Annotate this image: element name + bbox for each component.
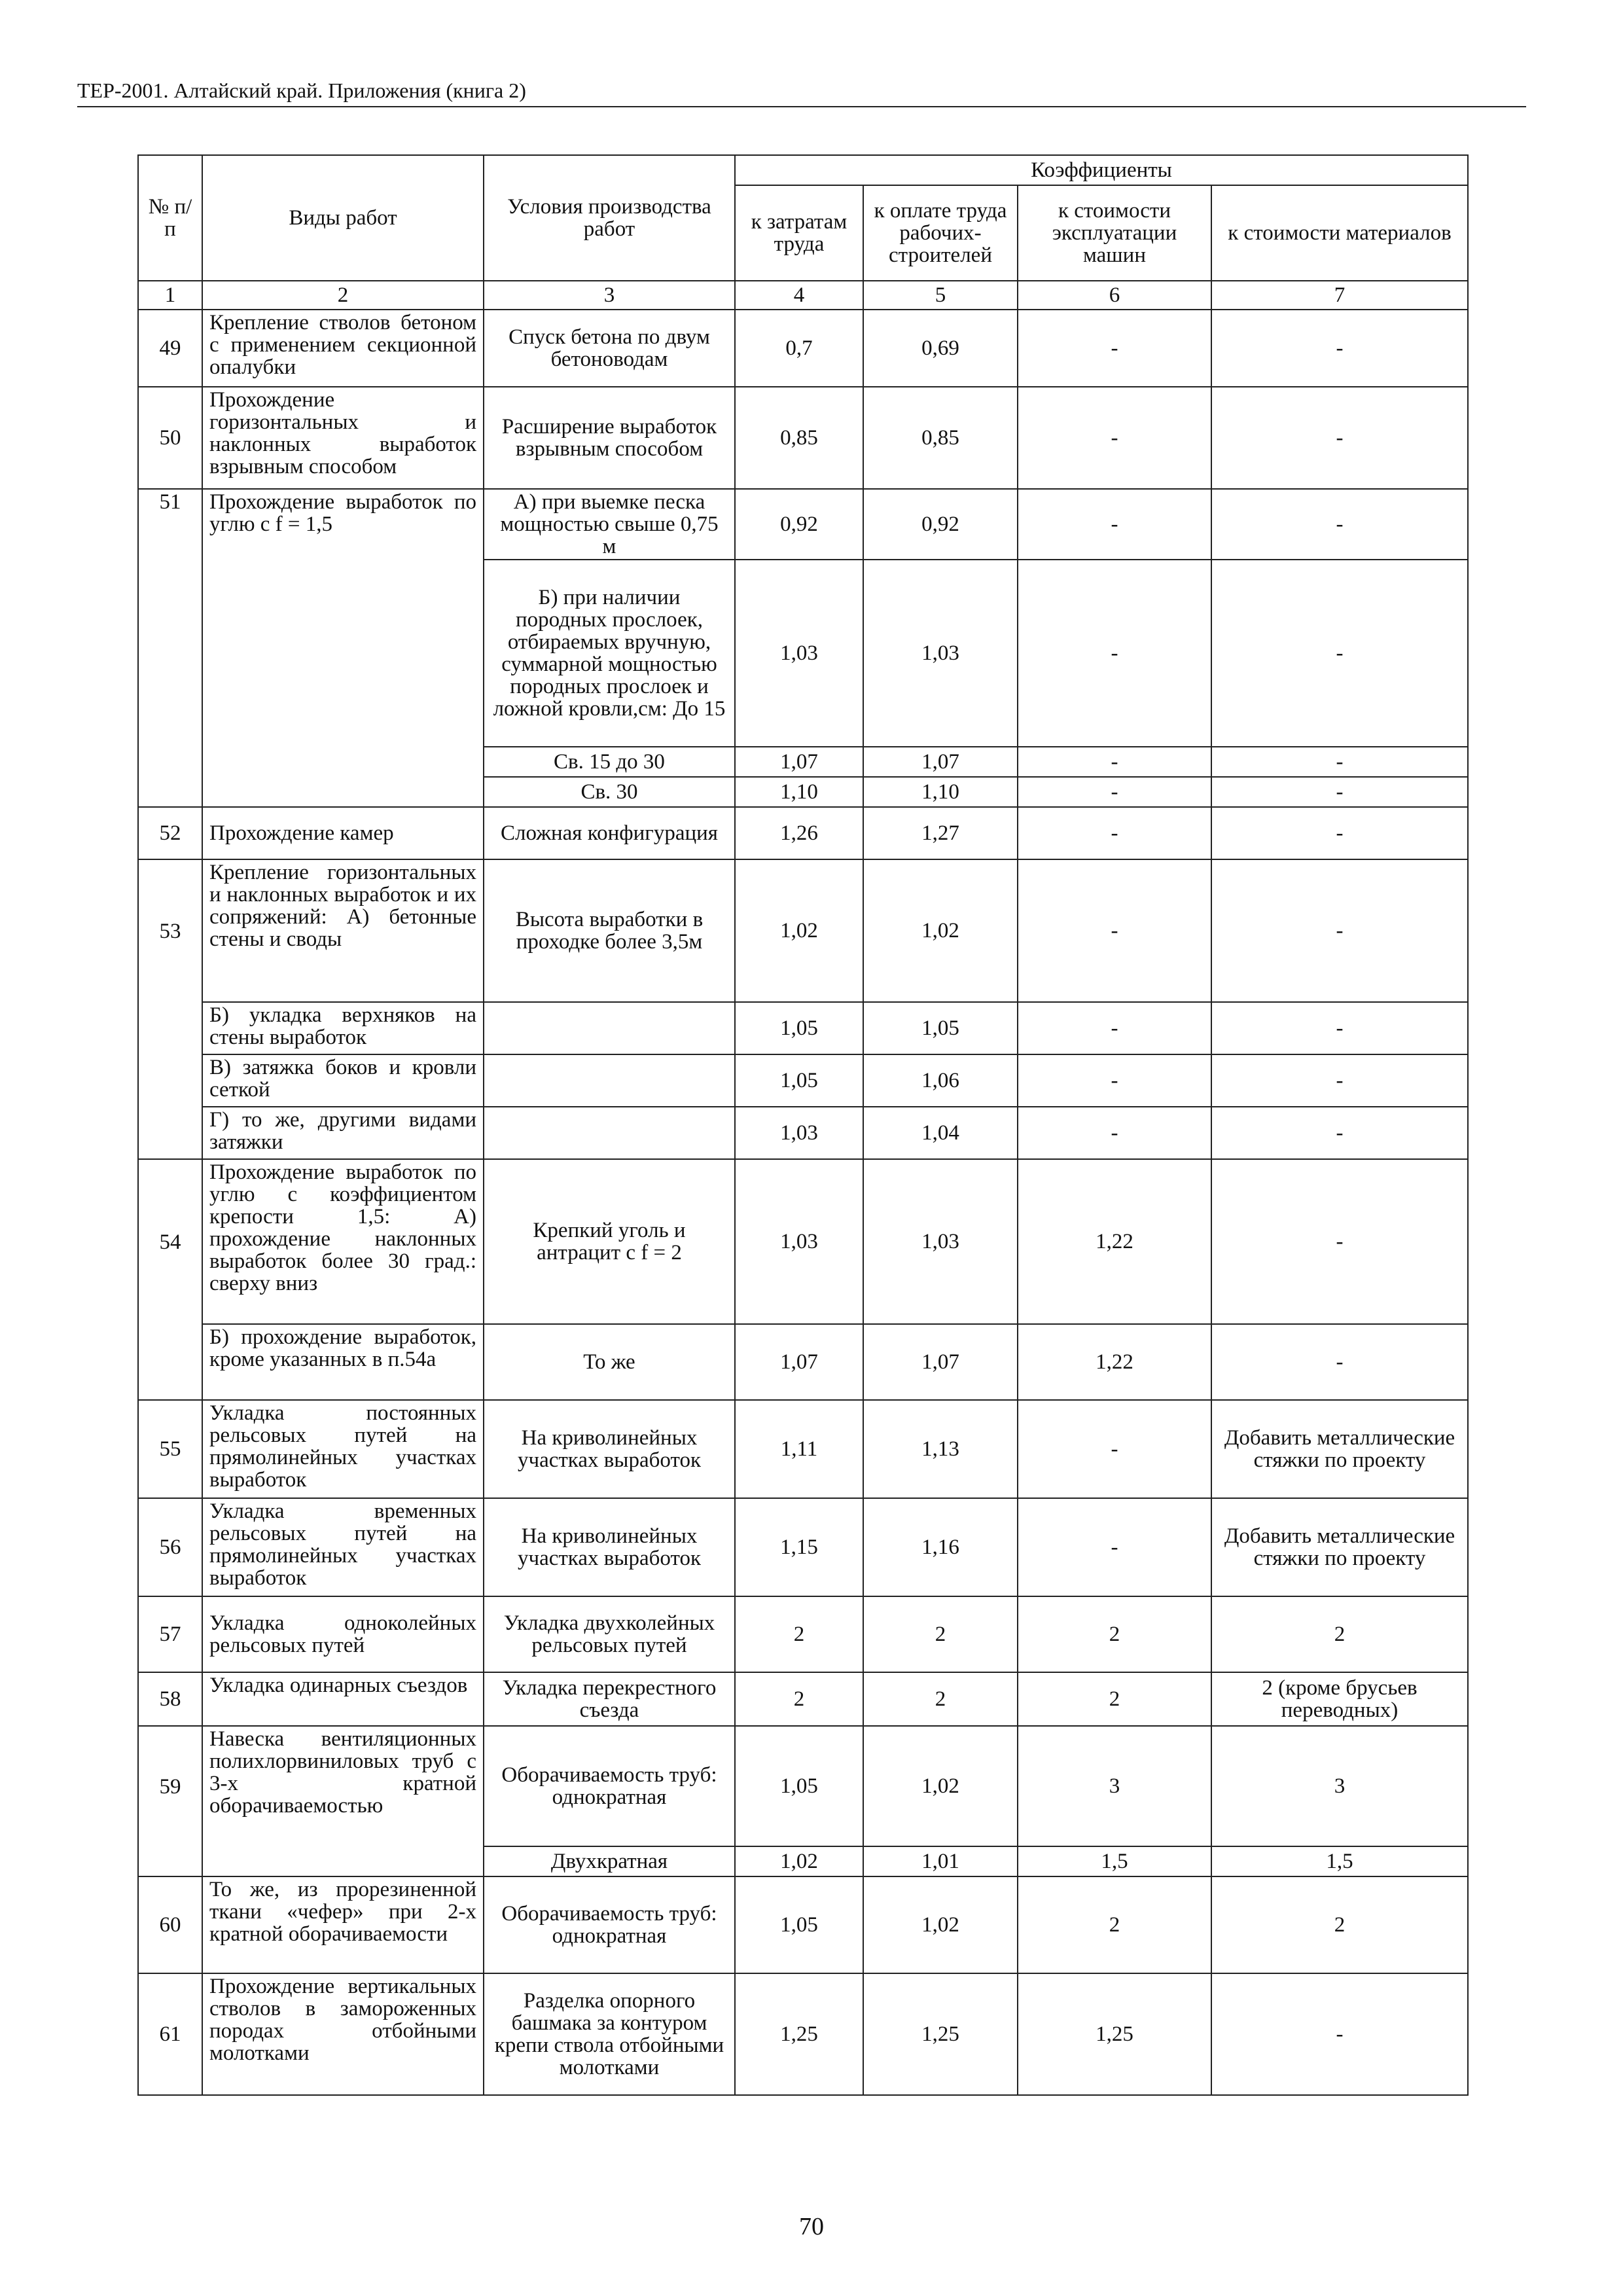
k-labor: 0,7 <box>735 310 863 387</box>
k-wages: 1,07 <box>863 747 1018 777</box>
k-machines: 2 <box>1018 1672 1211 1726</box>
work-conditions: Расширение выработок взрывным способом <box>484 387 735 489</box>
work-conditions <box>484 1054 735 1107</box>
k-materials: - <box>1211 1054 1468 1107</box>
table-row <box>138 1159 1468 1324</box>
k-labor: 0,85 <box>735 387 863 489</box>
k-materials: - <box>1211 1324 1468 1400</box>
k-labor: 1,05 <box>735 1002 863 1054</box>
k-wages: 1,01 <box>863 1846 1018 1876</box>
k-materials: Добавить металлические стяжки по проекту <box>1211 1498 1468 1596</box>
work-type: Укладка одинарных съездов <box>202 1672 484 1726</box>
work-conditions: Разделка опорного башмака за контуром крепи ствола отбойными молотками <box>484 1973 735 2095</box>
column-index: 6 <box>1018 281 1211 310</box>
row-number: 61 <box>138 1973 202 2095</box>
table-row <box>138 777 1468 807</box>
header-k-materials: к стоимости материалов <box>1211 185 1468 281</box>
row-number: 59 <box>138 1726 202 1846</box>
table-row <box>138 1672 1468 1726</box>
work-type: Б) прохождение выработок, кроме указанных в п.54а <box>202 1324 484 1400</box>
k-machines: - <box>1018 387 1211 489</box>
table-row <box>138 310 1468 387</box>
work-type: Укладка одноколейных рельсовых путей <box>202 1596 484 1672</box>
table-row <box>138 1498 1468 1596</box>
column-index: 3 <box>484 281 735 310</box>
k-machines: - <box>1018 310 1211 387</box>
header-k-labor: к затратам труда <box>735 185 863 281</box>
k-materials: - <box>1211 1973 1468 2095</box>
work-type: Прохождение вертикальных стволов в замороженных породах отбойными молотками <box>202 1973 484 2095</box>
row-number: 58 <box>138 1672 202 1726</box>
k-labor: 2 <box>735 1672 863 1726</box>
k-machines: - <box>1018 1054 1211 1107</box>
work-type-empty <box>202 777 484 807</box>
header-coefficients: Коэффициенты <box>735 155 1468 185</box>
table-row <box>138 387 1468 489</box>
k-materials: - <box>1211 1107 1468 1159</box>
k-materials: - <box>1211 387 1468 489</box>
work-conditions: Б) при наличии породных прослоек, отбираемых вручную, суммарной мощностью породных прослоек и ложной кровли,см: До 15 <box>484 560 735 747</box>
k-labor: 1,07 <box>735 1324 863 1400</box>
k-labor: 1,25 <box>735 1973 863 2095</box>
header-work: Виды работ <box>202 155 484 281</box>
row-number: 56 <box>138 1498 202 1596</box>
work-type: Крепление горизонтальных и наклонных выработок и их сопряжений: А) бетонные стены и своды <box>202 859 484 1002</box>
work-type-empty <box>202 1846 484 1876</box>
k-materials: - <box>1211 489 1468 560</box>
k-machines: - <box>1018 1400 1211 1498</box>
k-materials: 3 <box>1211 1726 1468 1846</box>
work-conditions: Укладка перекрестного съезда <box>484 1672 735 1726</box>
k-machines: - <box>1018 1107 1211 1159</box>
k-labor: 2 <box>735 1596 863 1672</box>
k-machines: - <box>1018 777 1211 807</box>
header-k-machines: к стоимости эксплуатации машин <box>1018 185 1211 281</box>
work-conditions: Оборачиваемость труб: однократная <box>484 1876 735 1973</box>
k-machines: - <box>1018 1002 1211 1054</box>
k-wages: 2 <box>863 1596 1018 1672</box>
k-materials: - <box>1211 859 1468 1002</box>
row-number-empty <box>138 1054 202 1107</box>
work-conditions: Сложная конфигурация <box>484 807 735 859</box>
column-index: 4 <box>735 281 863 310</box>
table-row <box>138 1002 1468 1054</box>
k-labor: 0,92 <box>735 489 863 560</box>
k-wages: 1,25 <box>863 1973 1018 2095</box>
k-wages: 0,85 <box>863 387 1018 489</box>
row-number-empty <box>138 1324 202 1400</box>
k-materials: 2 <box>1211 1876 1468 1973</box>
work-conditions: Высота выработки в проходке более 3,5м <box>484 859 735 1002</box>
k-materials: - <box>1211 1002 1468 1054</box>
k-labor: 1,02 <box>735 859 863 1002</box>
k-materials: - <box>1211 1159 1468 1324</box>
k-labor: 1,03 <box>735 1159 863 1324</box>
header-k-wages: к оплате труда рабочих-строителей <box>863 185 1018 281</box>
table-row <box>138 807 1468 859</box>
k-machines: 1,25 <box>1018 1973 1211 2095</box>
k-materials: - <box>1211 310 1468 387</box>
k-materials: 2 (кроме брусьев переводных) <box>1211 1672 1468 1726</box>
column-index: 5 <box>863 281 1018 310</box>
row-number: 53 <box>138 859 202 1002</box>
k-machines: 1,22 <box>1018 1159 1211 1324</box>
k-wages: 1,07 <box>863 1324 1018 1400</box>
k-labor: 1,05 <box>735 1726 863 1846</box>
table-row <box>138 1846 1468 1876</box>
row-number-empty <box>138 560 202 747</box>
table-row <box>138 1973 1468 2095</box>
row-number: 52 <box>138 807 202 859</box>
work-type: То же, из прорезиненной ткани «чефер» при 2-х кратной оборачиваемости <box>202 1876 484 1973</box>
k-materials: - <box>1211 777 1468 807</box>
work-type: В) затяжка боков и кровли сеткой <box>202 1054 484 1107</box>
k-wages: 0,69 <box>863 310 1018 387</box>
work-type: Навеска вентиляционных полихлорвиниловых труб с 3-х кратной оборачиваемостью <box>202 1726 484 1846</box>
row-number: 50 <box>138 387 202 489</box>
row-number-empty <box>138 1107 202 1159</box>
k-machines: 3 <box>1018 1726 1211 1846</box>
work-type: Прохождение горизонтальных и наклонных выработок взрывным способом <box>202 387 484 489</box>
work-conditions: Крепкий уголь и антрацит с f = 2 <box>484 1159 735 1324</box>
k-machines: 2 <box>1018 1596 1211 1672</box>
table-row <box>138 1400 1468 1498</box>
work-conditions: Св. 15 до 30 <box>484 747 735 777</box>
work-type-empty <box>202 560 484 747</box>
work-conditions: На криволинейных участках выработок <box>484 1498 735 1596</box>
coefficients-table <box>137 154 1469 2096</box>
k-wages: 1,10 <box>863 777 1018 807</box>
row-number: 51 <box>138 489 202 560</box>
table-row <box>138 747 1468 777</box>
k-wages: 1,03 <box>863 1159 1018 1324</box>
table-row <box>138 859 1468 1002</box>
table-row <box>138 1726 1468 1846</box>
k-labor: 1,03 <box>735 1107 863 1159</box>
k-machines: - <box>1018 859 1211 1002</box>
k-materials: - <box>1211 560 1468 747</box>
row-number-empty <box>138 777 202 807</box>
k-materials: - <box>1211 747 1468 777</box>
header-conditions: Условия производства работ <box>484 155 735 281</box>
k-labor: 1,15 <box>735 1498 863 1596</box>
row-number: 57 <box>138 1596 202 1672</box>
k-wages: 1,06 <box>863 1054 1018 1107</box>
k-wages: 1,04 <box>863 1107 1018 1159</box>
page-number: 70 <box>799 2213 824 2240</box>
k-machines: - <box>1018 747 1211 777</box>
k-machines: - <box>1018 807 1211 859</box>
work-conditions: Укладка двухколейных рельсовых путей <box>484 1596 735 1672</box>
table-row <box>138 1596 1468 1672</box>
work-conditions: Спуск бетона по двум бетоноводам <box>484 310 735 387</box>
k-labor: 1,05 <box>735 1054 863 1107</box>
k-materials: 1,5 <box>1211 1846 1468 1876</box>
k-wages: 2 <box>863 1672 1018 1726</box>
work-conditions: Двухкратная <box>484 1846 735 1876</box>
k-labor: 1,10 <box>735 777 863 807</box>
k-machines: 1,22 <box>1018 1324 1211 1400</box>
k-materials: 2 <box>1211 1596 1468 1672</box>
k-machines: - <box>1018 489 1211 560</box>
k-labor: 1,26 <box>735 807 863 859</box>
k-wages: 0,92 <box>863 489 1018 560</box>
k-machines: - <box>1018 1498 1211 1596</box>
k-labor: 1,05 <box>735 1876 863 1973</box>
header-no: № п/п <box>138 155 202 281</box>
row-number-empty <box>138 1846 202 1876</box>
column-index: 7 <box>1211 281 1468 310</box>
work-type: Прохождение камер <box>202 807 484 859</box>
work-type: Укладка постоянных рельсовых путей на прямолинейных участках выработок <box>202 1400 484 1498</box>
coefficients-table-container <box>137 154 1467 2096</box>
k-machines: 1,5 <box>1018 1846 1211 1876</box>
row-number-empty <box>138 747 202 777</box>
k-wages: 1,05 <box>863 1002 1018 1054</box>
table-row <box>138 489 1468 560</box>
work-type-empty <box>202 747 484 777</box>
k-labor: 1,07 <box>735 747 863 777</box>
k-materials: - <box>1211 807 1468 859</box>
row-number: 49 <box>138 310 202 387</box>
row-number: 54 <box>138 1159 202 1324</box>
row-number: 60 <box>138 1876 202 1973</box>
table-row <box>138 1107 1468 1159</box>
k-materials: Добавить металлические стяжки по проекту <box>1211 1400 1468 1498</box>
column-index: 2 <box>202 281 484 310</box>
work-type: Г) то же, другими видами затяжки <box>202 1107 484 1159</box>
k-wages: 1,16 <box>863 1498 1018 1596</box>
k-labor: 1,03 <box>735 560 863 747</box>
k-wages: 1,02 <box>863 1726 1018 1846</box>
work-type: Прохождение выработок по углю с f = 1,5 <box>202 489 484 560</box>
k-labor: 1,02 <box>735 1846 863 1876</box>
work-conditions: А) при выемке песка мощностью свыше 0,75 м <box>484 489 735 560</box>
k-machines: 2 <box>1018 1876 1211 1973</box>
column-index: 1 <box>138 281 202 310</box>
k-labor: 1,11 <box>735 1400 863 1498</box>
k-wages: 1,27 <box>863 807 1018 859</box>
work-conditions: Св. 30 <box>484 777 735 807</box>
k-wages: 1,03 <box>863 560 1018 747</box>
work-type: Б) укладка верхняков на стены выработок <box>202 1002 484 1054</box>
table-row <box>138 560 1468 747</box>
work-conditions: То же <box>484 1324 735 1400</box>
table-row <box>138 1876 1468 1973</box>
table-row <box>138 1324 1468 1400</box>
work-type: Укладка временных рельсовых путей на прямолинейных участках выработок <box>202 1498 484 1596</box>
table-row <box>138 1054 1468 1107</box>
k-machines: - <box>1018 560 1211 747</box>
row-number-empty <box>138 1002 202 1054</box>
work-conditions <box>484 1002 735 1054</box>
work-type: Прохождение выработок по углю с коэффициентом крепости 1,5: А) прохождение наклонных выработок более 30 град.: сверху вниз <box>202 1159 484 1324</box>
k-wages: 1,13 <box>863 1400 1018 1498</box>
row-number: 55 <box>138 1400 202 1498</box>
work-type: Крепление стволов бетоном с применением секционной опалубки <box>202 310 484 387</box>
k-wages: 1,02 <box>863 1876 1018 1973</box>
k-wages: 1,02 <box>863 859 1018 1002</box>
work-conditions: На криволинейных участках выработок <box>484 1400 735 1498</box>
work-conditions: Оборачиваемость труб: однократная <box>484 1726 735 1846</box>
running-header: ТЕР-2001. Алтайский край. Приложения (книга 2) <box>77 77 1526 107</box>
work-conditions <box>484 1107 735 1159</box>
